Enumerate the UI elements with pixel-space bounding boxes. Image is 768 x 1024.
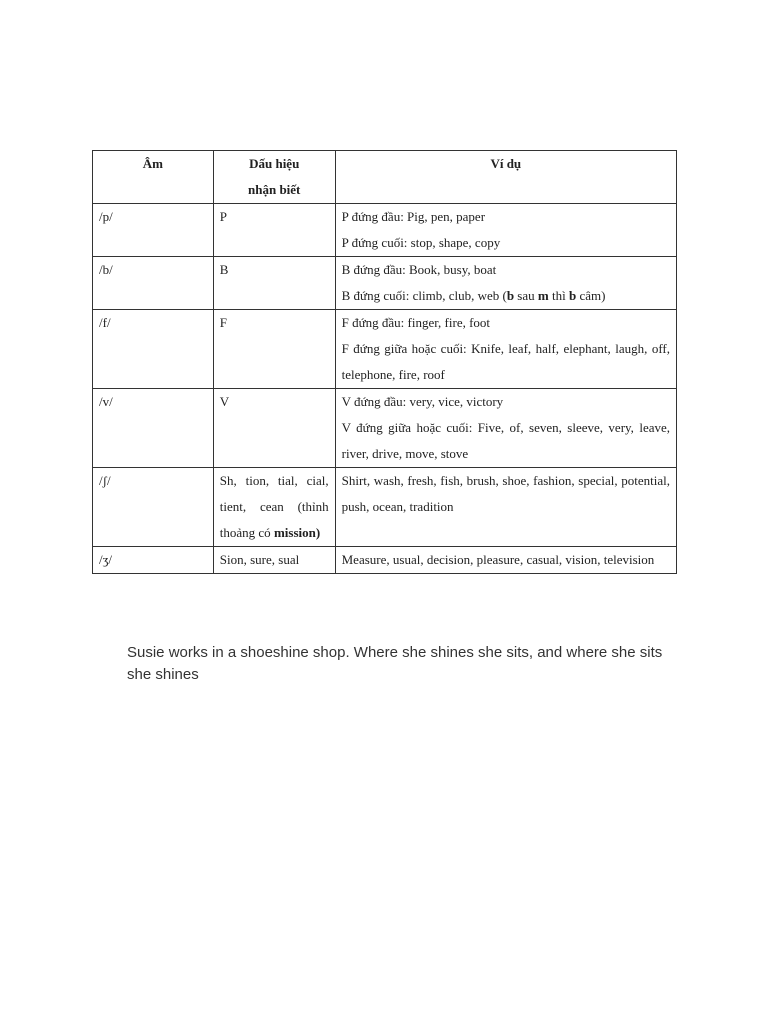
cell-sign: P: [213, 204, 335, 257]
cell-example: Measure, usual, decision, pleasure, casual, vision, television: [335, 547, 676, 574]
example-line: P đứng đầu: Pig, pen, paper: [341, 209, 486, 224]
example-line: B đứng đầu: Book, busy, boat: [341, 262, 497, 277]
example-text: thì: [548, 288, 569, 303]
cell-example: Shirt, wash, fresh, fish, brush, shoe, fashion, special, potential, push, ocean, tradition: [335, 468, 676, 547]
cell-sound: /p/: [93, 204, 214, 257]
header-sound: Âm: [93, 151, 214, 204]
cell-sound: /ʒ/: [93, 547, 214, 574]
table-row: [93, 310, 677, 389]
table-row: [93, 389, 677, 468]
sign-text: Sh, tion, tial, cial, tient, cean (thỉnh thoảng có: [219, 473, 329, 540]
example-text: B đứng cuối: climb, club, web (: [341, 288, 507, 303]
cell-example: [335, 257, 676, 310]
cell-example: [335, 310, 676, 389]
table-row: [93, 468, 677, 547]
cell-sound: /b/: [93, 257, 214, 310]
phonetics-table: [92, 150, 677, 574]
table-row: [93, 204, 677, 257]
cell-sign: [213, 468, 335, 547]
example-bold-m: m: [537, 288, 549, 303]
header-sign-line2: nhận biết: [248, 182, 301, 197]
cell-example: [335, 204, 676, 257]
example-line: [342, 283, 670, 309]
sign-bold-text: mission): [273, 525, 321, 540]
example-bold-b: b: [568, 288, 577, 303]
example-bold-b: b: [506, 288, 515, 303]
cell-sign: B: [213, 257, 335, 310]
header-sign: [213, 151, 335, 204]
cell-sound: /ʃ/: [93, 468, 214, 547]
cell-example: [335, 389, 676, 468]
table-row: [93, 257, 677, 310]
example-text: câm): [576, 288, 606, 303]
cell-sign: V: [213, 389, 335, 468]
table-header-row: [93, 151, 677, 204]
cell-sign: F: [213, 310, 335, 389]
example-line: V đứng giữa hoặc cuối: Five, of, seven, sleeve, very, leave, river, drive, move, stove: [341, 420, 670, 461]
tongue-twister-text: Susie works in a shoeshine shop. Where she shines she sits, and where she sits she shines: [127, 644, 663, 683]
header-example: Ví dụ: [335, 151, 676, 204]
cell-sound: /f/: [93, 310, 214, 389]
cell-sound: /v/: [93, 389, 214, 468]
example-line: F đứng đầu: finger, fire, foot: [341, 315, 491, 330]
example-line: F đứng giữa hoặc cuối: Knife, leaf, half, elephant, laugh, off, telephone, fire, roof: [341, 341, 670, 382]
example-line: P đứng cuối: stop, shape, copy: [341, 235, 501, 250]
header-sign-line1: Dấu hiệu: [249, 156, 300, 171]
table-row: [93, 547, 677, 574]
example-text: sau: [514, 288, 538, 303]
example-line: V đứng đầu: very, vice, victory: [341, 394, 504, 409]
cell-sign: Sion, sure, sual: [213, 547, 335, 574]
